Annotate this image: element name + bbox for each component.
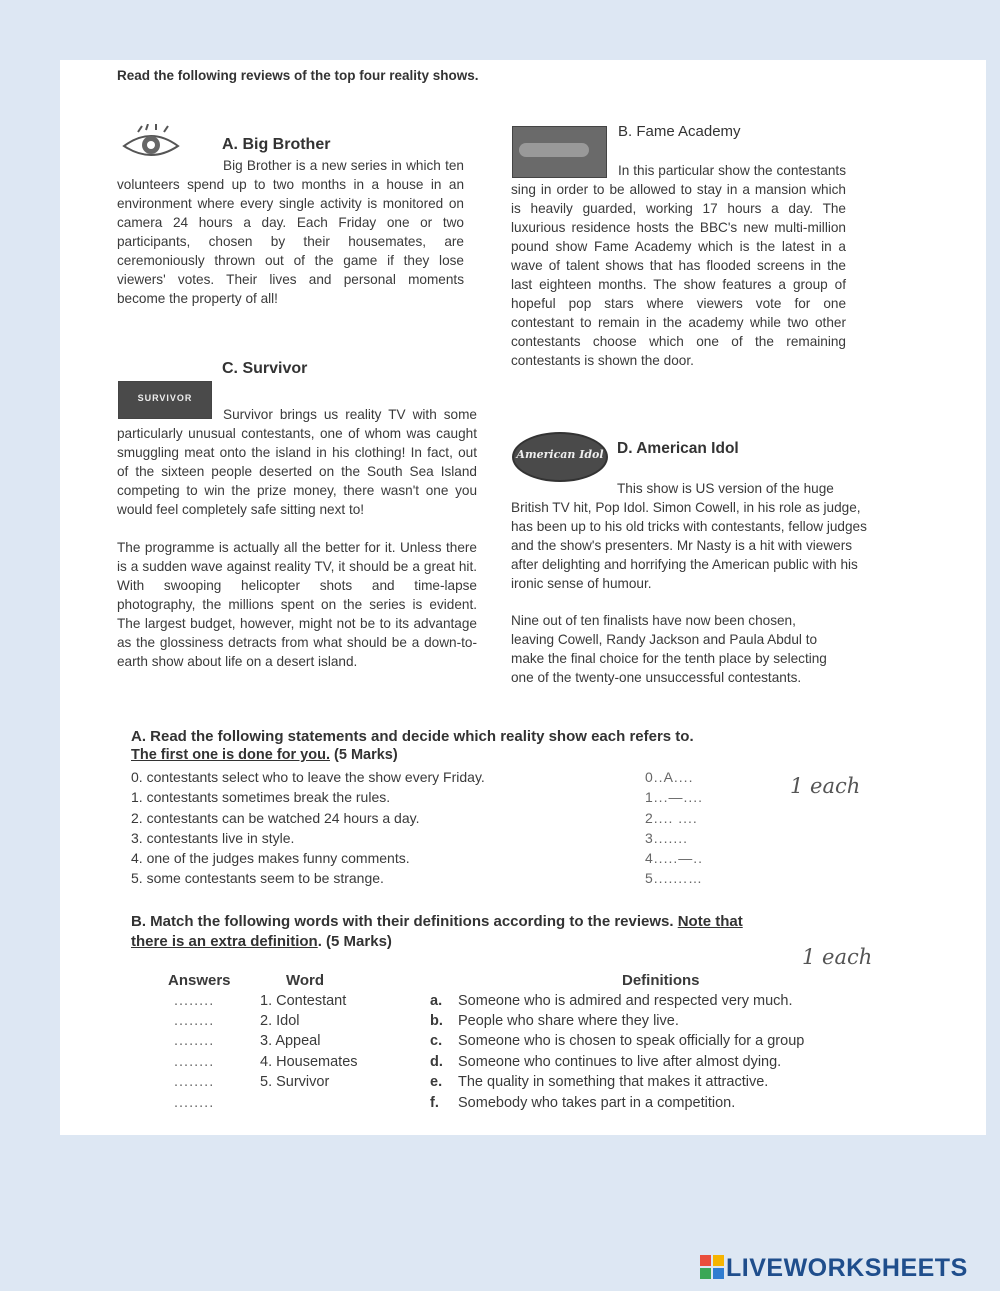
statement: 0. contestants select who to leave the show every Friday. (131, 769, 485, 785)
answer-field-4[interactable]: 4.....—.. (645, 850, 704, 867)
definition-cell: Someone who is admired and respected very much. (458, 992, 793, 1009)
review-a-text: Big Brother is a new series in which ten volunteers spend up to two months in a house in an environment where every single activity is monitored on camera 24 hours a day. Each Friday one or two participants, chosen by their housemates, are ceremoniously thrown out of the game if they lose viewers' votes. Their lives and personal moments become the property of all! (117, 158, 464, 306)
definition-cell: Somebody who takes part in a competition. (458, 1094, 736, 1111)
intro-text: Read the following reviews of the top four reality shows. (117, 68, 479, 83)
statement: 1. contestants sometimes break the rules. (131, 789, 391, 806)
answer-blank[interactable]: ........ (174, 1012, 215, 1029)
review-c-text-2: The programme is actually all the better for it. Unless there is a sudden wave against reality TV, it should be a great hit. With swooping helicopter shots and time-lapse photography, the millions spent on the series is evident. The largest budget, however, might not be to its advantage as the glossiness detracts from what should be a down-to-earth show about life on a desert island. (117, 540, 477, 669)
section-a-heading: A. Read the following statements and decide which reality show each refers to. (131, 728, 694, 745)
table-row (168, 1011, 804, 1031)
liveworksheets-wordmark: LIVEWORKSHEETS (726, 1254, 968, 1282)
definition-letter: e. (430, 1074, 443, 1091)
answer-blank[interactable]: ........ (174, 1094, 215, 1111)
answer-field-0: 0..A.... (645, 769, 694, 785)
definition-cell: The quality in something that makes it attractive. (458, 1074, 769, 1091)
section-a-marks: (5 Marks) (330, 747, 398, 763)
section-a-subheading (131, 747, 398, 763)
section-a-answers (645, 767, 703, 889)
liveworksheets-logo[interactable] (700, 1254, 968, 1283)
section-b-instruction: B. Match the following words with their definitions according to the reviews. (131, 913, 678, 930)
statement: 3. contestants live in style. (131, 829, 295, 846)
word-cell: 1. Contestant (260, 992, 347, 1009)
answer-field-1[interactable]: 1...—.... (645, 789, 704, 806)
answer-blank[interactable]: ........ (174, 1074, 215, 1091)
table-row (168, 1092, 804, 1112)
statement: 4. one of the judges makes funny comments. (131, 850, 410, 867)
statement: 5. some contestants seem to be strange. (131, 870, 384, 887)
american-idol-logo-text: American Idol (516, 448, 604, 461)
matching-table-header (168, 970, 804, 990)
section-b-note-1: Note that (677, 913, 743, 930)
review-d-text-2: Nine out of ten finalists have now been chosen, leaving Cowell, Randy Jackson and Paula Abdul to make the final choice for the tenth place by selecting one of the twenty-one unsuccessful contestants. (511, 613, 827, 685)
section-b-note-2: there is an extra definition (131, 933, 318, 950)
definition-cell: Someone who continues to live after almost dying. (458, 1053, 782, 1070)
section-b-marks: . (5 Marks) (317, 933, 392, 950)
word-cell: 3. Appeal (260, 1033, 321, 1050)
definition-letter: a. (430, 992, 443, 1009)
answer-blank[interactable]: ........ (174, 992, 215, 1009)
review-d-title: D. American Idol (617, 440, 739, 457)
answer-blank[interactable]: ........ (174, 1053, 215, 1070)
review-c-title: C. Survivor (222, 360, 308, 377)
definition-cell: Someone who is chosen to speak officially for a group (458, 1033, 805, 1050)
table-row (168, 1031, 804, 1051)
answer-field-5[interactable]: 5.......… (645, 870, 704, 887)
definition-letter: b. (430, 1012, 443, 1029)
definition-letter: f. (430, 1094, 439, 1111)
review-b-title: B. Fame Academy (618, 123, 741, 140)
section-b-handwritten-note: 1 each (802, 945, 873, 969)
statement: 2. contestants can be watched 24 hours a day. (131, 809, 420, 826)
word-cell: 2. Idol (260, 1012, 300, 1029)
answer-field-3[interactable]: 3....... (645, 829, 689, 846)
definition-letter: d. (430, 1053, 443, 1070)
survivor-logo-text: SURVIVOR (137, 393, 193, 403)
answer-field-2[interactable]: 2.... .... (645, 809, 698, 826)
matching-table (168, 970, 804, 1113)
american-idol-logo (512, 432, 608, 482)
word-cell: 4. Housemates (260, 1053, 358, 1070)
column-header-definitions: Definitions (622, 971, 700, 989)
review-b-text: In this particular show the contestants sing in order to be allowed to stay in a mansion which is heavily guarded, working 17 hours a day. The luxurious residence hosts the BBC's new multi-million pound show Fame Academy which is the latest in a wave of talent shows that has flooded screens in the last eighteen months. The show features a group of hopeful pop stars where viewers vote for one contestant to remain in the academy while two other contestants choose which one of the remaining contestants is shown the door. (511, 163, 846, 368)
section-b-heading (131, 912, 871, 952)
review-a-title: A. Big Brother (222, 136, 331, 153)
definition-cell: People who share where they live. (458, 1012, 679, 1029)
answer-blank[interactable]: ........ (174, 1033, 215, 1050)
review-d-text-1: This show is US version of the huge British TV hit, Pop Idol. Simon Cowell, in his role as judge, has been up to his old tricks with contestants, fellow judges and the show's presenters. Mr Nasty is a hit with viewers after delighting and horrifying the American public with his ironic sense of humour. (511, 481, 867, 591)
section-a-statements (131, 767, 485, 889)
column-header-word: Word (286, 971, 325, 989)
review-c-text-1: Survivor brings us reality TV with some particularly unusual contestants, one of whom was caught smuggling meat onto the island in his clothing! In fact, out of the sixteen people deserted on the South Sea Island competing to win the prize money, there wasn't one you would feel completely safe sitting next to! (117, 407, 477, 517)
table-row (168, 1052, 804, 1072)
section-a-handwritten-note: 1 each (790, 774, 861, 798)
liveworksheets-icon (700, 1255, 724, 1279)
worksheet-page (60, 60, 986, 1135)
word-cell (260, 1092, 428, 1112)
table-row (168, 1072, 804, 1092)
column-header-answers: Answers (168, 971, 231, 989)
definition-letter: c. (430, 1033, 443, 1050)
section-a-example-note: The first one is done for you. (131, 747, 330, 763)
word-cell: 5. Survivor (260, 1074, 330, 1091)
table-row (168, 990, 804, 1010)
